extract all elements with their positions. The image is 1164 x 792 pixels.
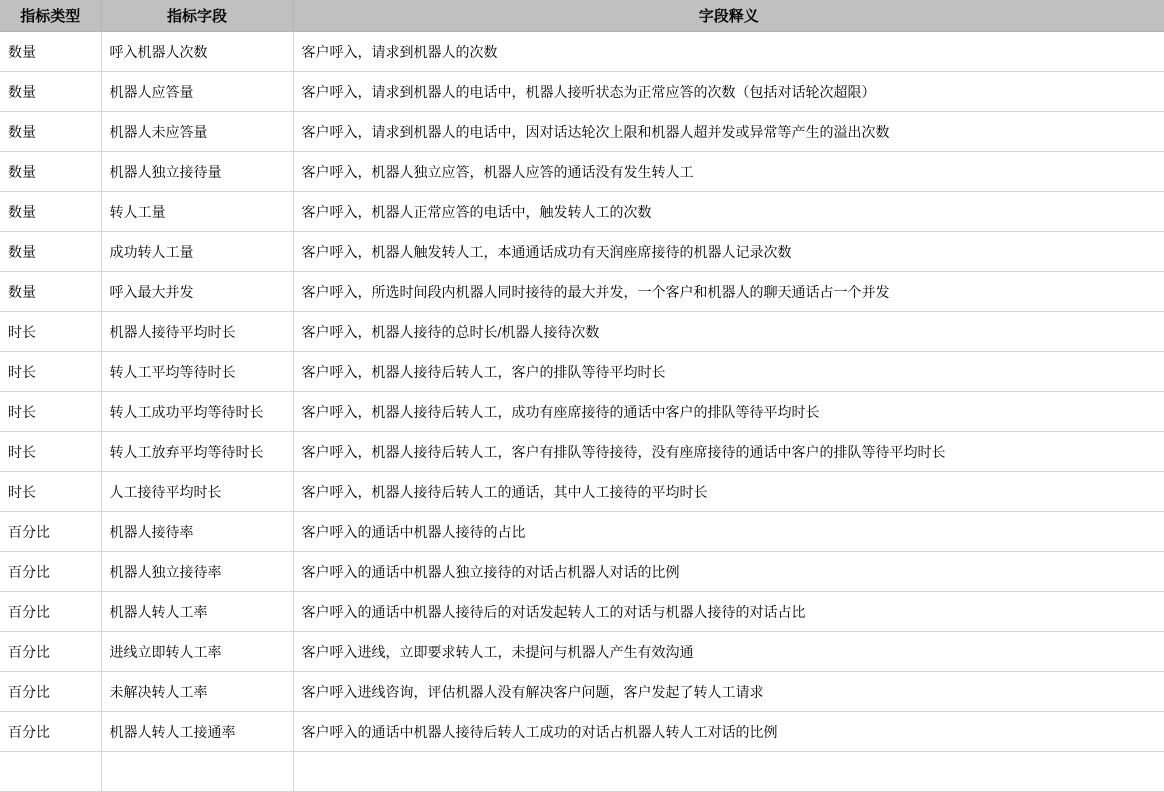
table-row — [0, 72, 1164, 112]
cell-metric-type: 百分比 — [0, 552, 101, 592]
cell-metric-type: 数量 — [0, 232, 101, 272]
cell-metric-field: 转人工放弃平均等待时长 — [101, 432, 293, 472]
cell-field-definition: 客户呼入的通话中机器人接待后的对话发起转人工的对话与机器人接待的对话占比 — [293, 592, 1164, 632]
table-row — [0, 712, 1164, 752]
cell-field-definition: 客户呼入，机器人正常应答的电话中，触发转人工的次数 — [293, 192, 1164, 232]
column-header-metric-type: 指标类型 — [0, 0, 101, 32]
cell-metric-field: 呼入最大并发 — [101, 272, 293, 312]
table-row — [0, 512, 1164, 552]
cell-field-definition: 客户呼入，机器人触发转人工，本通通话成功有天润座席接待的机器人记录次数 — [293, 232, 1164, 272]
cell-metric-field: 机器人转人工率 — [101, 592, 293, 632]
cell-metric-type: 百分比 — [0, 592, 101, 632]
table-header-row — [0, 0, 1164, 32]
table-header — [0, 0, 1164, 32]
cell-metric-type: 数量 — [0, 152, 101, 192]
table-row — [0, 752, 1164, 792]
cell-field-definition: 客户呼入进线，立即要求转人工，未提问与机器人产生有效沟通 — [293, 632, 1164, 672]
cell-metric-type: 百分比 — [0, 512, 101, 552]
table-row — [0, 152, 1164, 192]
table-row — [0, 672, 1164, 712]
table-row — [0, 472, 1164, 512]
table-row — [0, 592, 1164, 632]
table-row — [0, 432, 1164, 472]
cell-field-definition: 客户呼入，所选时间段内机器人同时接待的最大并发，一个客户和机器人的聊天通话占一个并发 — [293, 272, 1164, 312]
cell-field-definition: 客户呼入，机器人接待后转人工的通话，其中人工接待的平均时长 — [293, 472, 1164, 512]
cell-metric-type: 百分比 — [0, 712, 101, 752]
cell-metric-field: 机器人未应答量 — [101, 112, 293, 152]
cell-metric-type: 数量 — [0, 32, 101, 72]
table-row — [0, 552, 1164, 592]
cell-field-definition: 客户呼入，请求到机器人的电话中，因对话达轮次上限和机器人超并发或异常等产生的溢出次数 — [293, 112, 1164, 152]
cell-metric-type — [0, 752, 101, 792]
cell-field-definition: 客户呼入，机器人接待后转人工，客户有排队等待接待，没有座席接待的通话中客户的排队等待平均时长 — [293, 432, 1164, 472]
cell-metric-type: 数量 — [0, 192, 101, 232]
column-header-metric-field: 指标字段 — [101, 0, 293, 32]
cell-field-definition: 客户呼入，机器人独立应答，机器人应答的通话没有发生转人工 — [293, 152, 1164, 192]
cell-metric-type: 时长 — [0, 312, 101, 352]
cell-metric-field: 转人工成功平均等待时长 — [101, 392, 293, 432]
cell-field-definition: 客户呼入，机器人接待的总时长/机器人接待次数 — [293, 312, 1164, 352]
cell-metric-type: 时长 — [0, 352, 101, 392]
table-body — [0, 32, 1164, 792]
cell-field-definition: 客户呼入，请求到机器人的次数 — [293, 32, 1164, 72]
table-row — [0, 232, 1164, 272]
cell-metric-field: 机器人应答量 — [101, 72, 293, 112]
cell-metric-field: 成功转人工量 — [101, 232, 293, 272]
cell-field-definition — [293, 752, 1164, 792]
cell-metric-field: 机器人接待平均时长 — [101, 312, 293, 352]
cell-metric-field: 呼入机器人次数 — [101, 32, 293, 72]
cell-metric-field: 机器人接待率 — [101, 512, 293, 552]
cell-metric-type: 数量 — [0, 112, 101, 152]
cell-field-definition: 客户呼入的通话中机器人独立接待的对话占机器人对话的比例 — [293, 552, 1164, 592]
cell-metric-field: 人工接待平均时长 — [101, 472, 293, 512]
cell-metric-type: 时长 — [0, 472, 101, 512]
cell-field-definition: 客户呼入的通话中机器人接待后转人工成功的对话占机器人转人工对话的比例 — [293, 712, 1164, 752]
cell-field-definition: 客户呼入，机器人接待后转人工，成功有座席接待的通话中客户的排队等待平均时长 — [293, 392, 1164, 432]
cell-metric-type: 百分比 — [0, 632, 101, 672]
cell-metric-field: 转人工量 — [101, 192, 293, 232]
cell-field-definition: 客户呼入，机器人接待后转人工，客户的排队等待平均时长 — [293, 352, 1164, 392]
cell-metric-field — [101, 752, 293, 792]
table-row — [0, 352, 1164, 392]
cell-metric-type: 百分比 — [0, 672, 101, 712]
cell-metric-type: 数量 — [0, 72, 101, 112]
table-row — [0, 312, 1164, 352]
cell-metric-field: 进线立即转人工率 — [101, 632, 293, 672]
cell-field-definition: 客户呼入进线咨询，评估机器人没有解决客户问题，客户发起了转人工请求 — [293, 672, 1164, 712]
cell-metric-field: 机器人独立接待率 — [101, 552, 293, 592]
cell-metric-field: 机器人转人工接通率 — [101, 712, 293, 752]
cell-field-definition: 客户呼入的通话中机器人接待的占比 — [293, 512, 1164, 552]
table-row — [0, 392, 1164, 432]
table-row — [0, 32, 1164, 72]
cell-field-definition: 客户呼入，请求到机器人的电话中，机器人接听状态为正常应答的次数（包括对话轮次超限） — [293, 72, 1164, 112]
cell-metric-type: 时长 — [0, 392, 101, 432]
cell-metric-type: 时长 — [0, 432, 101, 472]
cell-metric-type: 数量 — [0, 272, 101, 312]
cell-metric-field: 机器人独立接待量 — [101, 152, 293, 192]
table-row — [0, 192, 1164, 232]
cell-metric-field: 未解决转人工率 — [101, 672, 293, 712]
table-row — [0, 632, 1164, 672]
table-row — [0, 272, 1164, 312]
cell-metric-field: 转人工平均等待时长 — [101, 352, 293, 392]
column-header-field-definition: 字段释义 — [293, 0, 1164, 32]
table-row — [0, 112, 1164, 152]
